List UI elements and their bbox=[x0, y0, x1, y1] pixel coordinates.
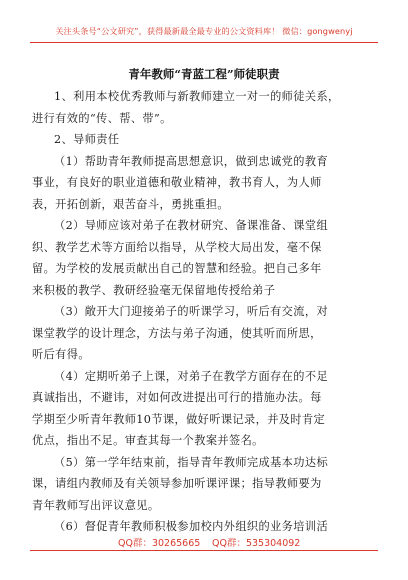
paragraph-line: 学期至少听青年教师10节课，做好听课记录，并及时肯定 bbox=[32, 413, 326, 426]
paragraph-line: （2）导师应该对弟子在教材研究、备课准备、课堂组 bbox=[54, 219, 329, 232]
header-divider bbox=[30, 42, 378, 43]
paragraph-line: 1、利用本校优秀教师与新教师建立一对一的师徒关系， bbox=[54, 90, 340, 103]
paragraph-line: （3）敞开大门迎接弟子的听课学习，听后有交流，对 bbox=[54, 305, 329, 318]
paragraph-line: 课堂教学的设计理念，方法与弟子沟通，使其听而所思， bbox=[32, 327, 322, 340]
paragraph-line: 优点，指出不足。审查其每一个教案并签名。 bbox=[32, 434, 264, 447]
paragraph-line: 进行有效的“传、帮、带”。 bbox=[32, 112, 172, 125]
paragraph-line: 课，请组内教师及有关领导参加听课评课；指导教师要为 bbox=[32, 477, 322, 490]
footer-qq-group-2: QQ群：535304092 bbox=[212, 538, 301, 549]
paragraph-line: （1）帮助青年教师提高思想意识，做到忠诚党的教育 bbox=[54, 155, 329, 168]
paragraph-line: 事业，有良好的职业道德和敬业精神，教书育人，为人师 bbox=[32, 176, 322, 189]
paragraph-line: （6）督促青年教师积极参加校内外组织的业务培训活 bbox=[54, 520, 329, 533]
document-title: 青年教师“青蓝工程”师徒职责 bbox=[128, 67, 280, 81]
footer-divider bbox=[30, 550, 378, 551]
paragraph-line: 来积极的教学、教研经验毫无保留地传授给弟子 bbox=[32, 284, 276, 297]
paragraph-line: 织、教学艺术等方面给以指导，从学校大局出发，毫不保 bbox=[32, 241, 322, 254]
header-banner: 关注头条号“公文研究”，获得最新最全最专业的公文资料库！ 微信：gongwenyj bbox=[55, 26, 353, 36]
paragraph-line: 留。为学校的发展贡献出自己的智慧和经验。把自己多年 bbox=[32, 262, 322, 275]
footer-qq-group-1: QQ群：30265665 bbox=[118, 538, 201, 549]
paragraph-line: 2、导师责任 bbox=[54, 133, 120, 146]
paragraph-line: 青年教师写出评议意见。 bbox=[32, 499, 160, 512]
paragraph-line: 听后有得。 bbox=[32, 348, 90, 361]
paragraph-line: （5）第一学年结束前，指导青年教师完成基本功达标 bbox=[54, 456, 329, 469]
paragraph-line: （4）定期听弟子上课，对弟子在教学方面存在的不足 bbox=[54, 370, 329, 383]
paragraph-line: 表，开拓创新，艰苦奋斗，勇挑重担。 bbox=[32, 198, 229, 211]
paragraph-line: 真诚指出，不避讳，对如何改进提出可行的措施办法。每 bbox=[32, 391, 322, 404]
